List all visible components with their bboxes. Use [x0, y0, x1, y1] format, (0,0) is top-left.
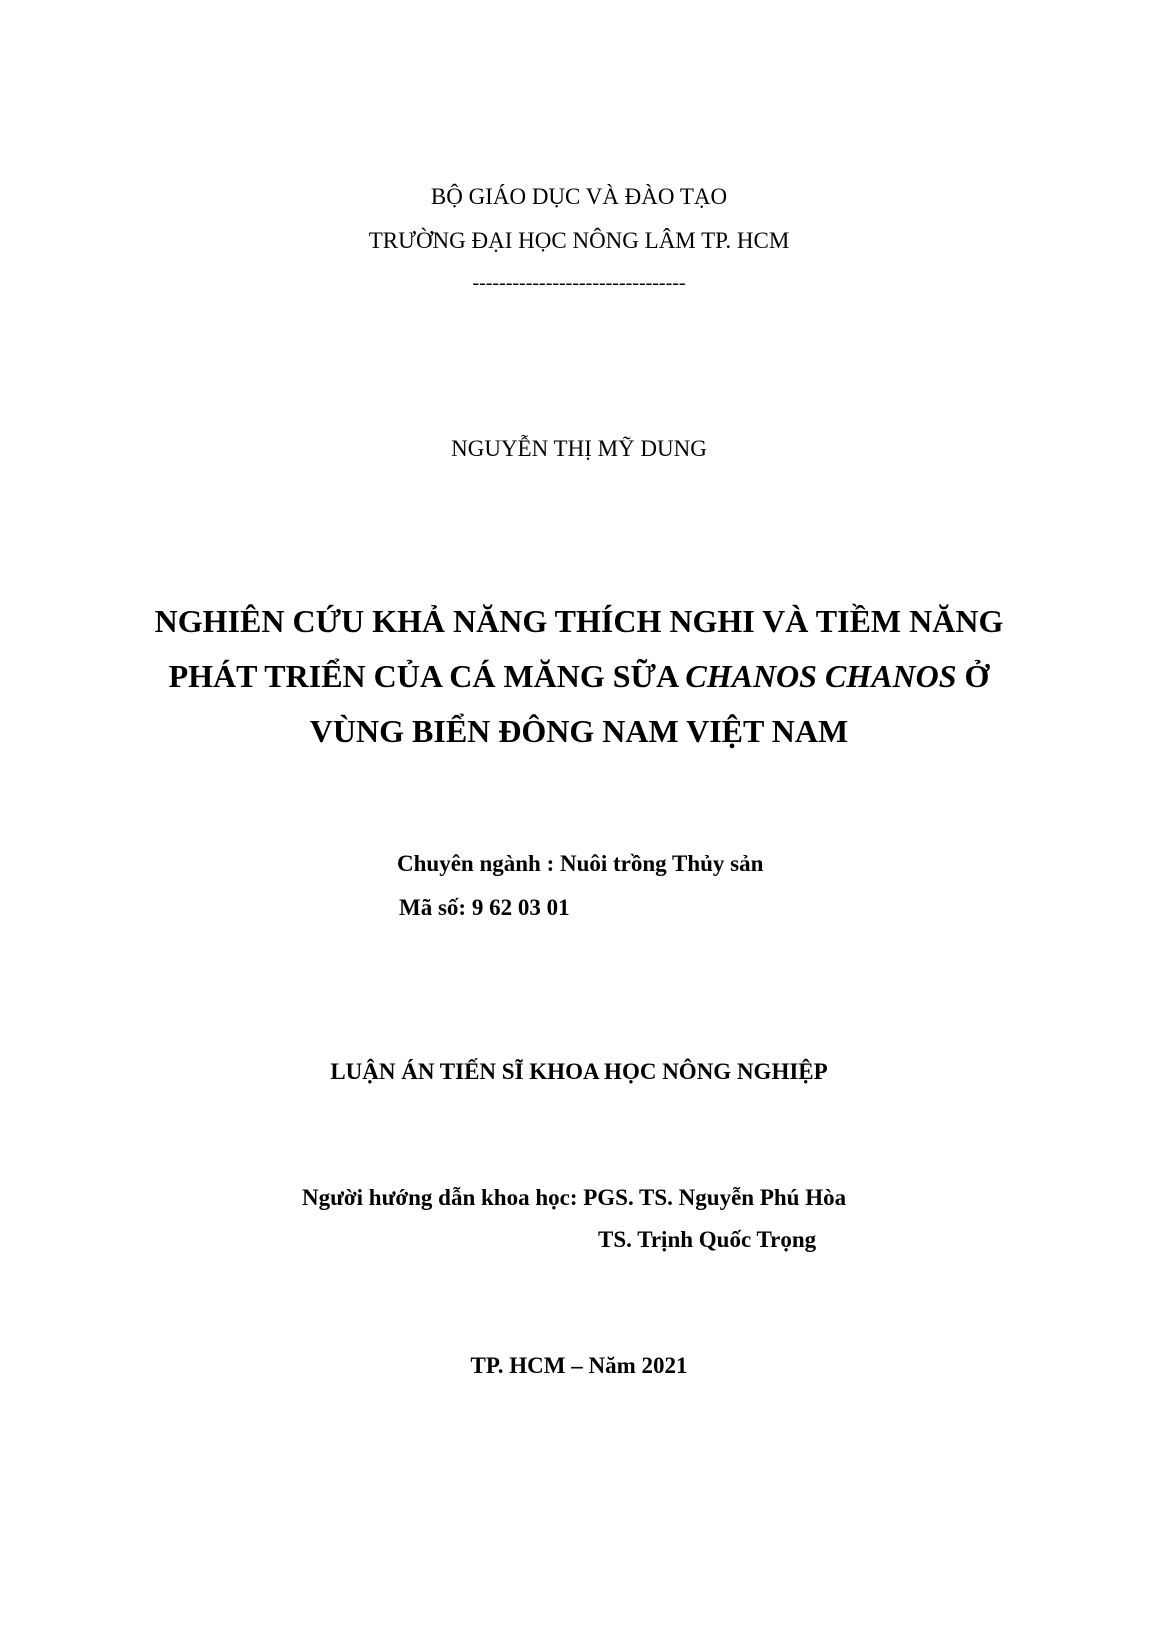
title-line-2-prefix: PHÁT TRIỂN CỦA CÁ MĂNG SỮA: [168, 658, 686, 694]
ministry-name: BỘ GIÁO DỤC VÀ ĐÀO TẠO: [430, 184, 728, 209]
thesis-title-line-2: [0, 658, 1158, 695]
specialization-code: Mã số: 9 62 03 01: [399, 895, 570, 920]
place-and-year: TP. HCM – Năm 2021: [470, 1353, 688, 1378]
species-name: CHANOS CHANOS: [685, 658, 957, 694]
university-name: TRƯỜNG ĐẠI HỌC NÔNG LÂM TP. HCM: [368, 228, 790, 253]
specialization-major: Chuyên ngành : Nuôi trồng Thủy sản: [397, 851, 764, 876]
supervisor-line-1: Người hướng dẫn khoa học: PGS. TS. Nguyễn Phú Hòa: [302, 1185, 847, 1210]
supervisor-line-2: TS. Trịnh Quốc Trọng: [598, 1227, 817, 1252]
title-line-2-suffix: Ở: [956, 658, 990, 694]
author-name: NGUYỄN THỊ MỸ DUNG: [451, 436, 707, 461]
degree-title: LUẬN ÁN TIẾN SĨ KHOA HỌC NÔNG NGHIỆP: [330, 1059, 828, 1084]
thesis-title-line-1: NGHIÊN CỨU KHẢ NĂNG THÍCH NGHI VÀ TIỀM NĂNG: [154, 603, 1004, 639]
thesis-title-line-3: VÙNG BIỂN ĐÔNG NAM VIỆT NAM: [309, 713, 849, 749]
header-separator: --------------------------------: [472, 272, 686, 294]
